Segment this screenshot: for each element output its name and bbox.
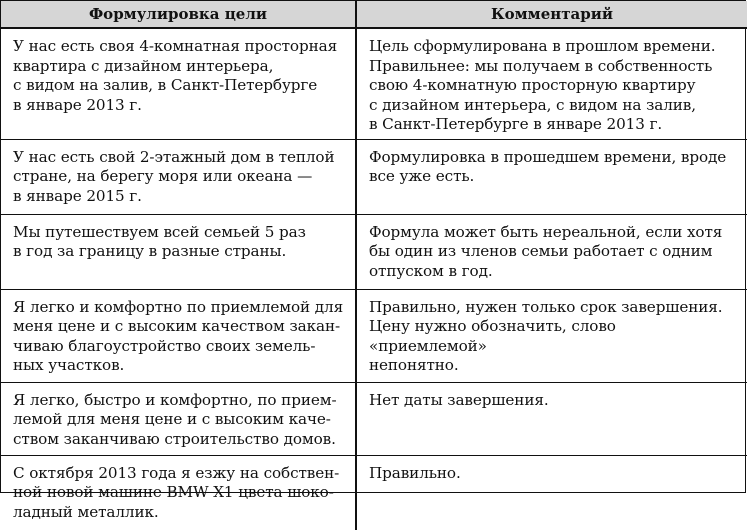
table-row — [1, 382, 747, 455]
header-comment: Комментарий — [356, 1, 747, 28]
comment-cell: Правильно, нужен только срок завершения. Цену нужно обозначить, слово «приемлемой» непонятно. — [356, 289, 747, 382]
goal-cell: Я легко и комфортно по приемлемой для меня цене и с высоким качеством закан- чиваю благоустройство своих земель- ных участков. — [1, 289, 356, 382]
comment-cell: Формулировка в прошедшем времени, вроде все уже есть. — [356, 139, 747, 214]
table-row — [1, 139, 747, 214]
goal-cell: Я легко, быстро и комфортно, по прием- лемой для меня цене и с высоким каче- ством заканчиваю строительство домов. — [1, 382, 356, 455]
header-goal-formulation: Формулировка цели — [1, 1, 356, 28]
comment-cell: Правильно. — [356, 455, 747, 530]
goal-cell: У нас есть своя 4-комнатная просторная квартира с дизайном интерьера, с видом на залив, в Санкт-Петербурге в январе 2013 г. — [1, 28, 356, 139]
table-row — [1, 214, 747, 289]
goal-cell: У нас есть свой 2-этажный дом в теплой стране, на берегу моря или океана — в январе 2015 г. — [1, 139, 356, 214]
table-row — [1, 28, 747, 139]
goal-cell: Мы путешествуем всей семьей 5 раз в год за границу в разные страны. — [1, 214, 356, 289]
comment-cell: Цель сформулирована в прошлом времени. Правильнее: мы получаем в собственность свою 4-комнатную просторную квартиру с дизайном интерьера, с видом на залив, в Санкт-Петербурге в январе 2013 г. — [356, 28, 747, 139]
comment-cell: Формула может быть нереальной, если хотя бы один из членов семьи работает с одним отпуском в год. — [356, 214, 747, 289]
table-row — [1, 455, 747, 530]
table-header-row — [1, 1, 747, 28]
goals-table — [1, 1, 747, 530]
goal-cell: С октября 2013 года я езжу на собствен- ной новой машине BMW X1 цвета шоко- ладный металлик. — [1, 455, 356, 530]
table-row — [1, 289, 747, 382]
comment-cell: Нет даты завершения. — [356, 382, 747, 455]
